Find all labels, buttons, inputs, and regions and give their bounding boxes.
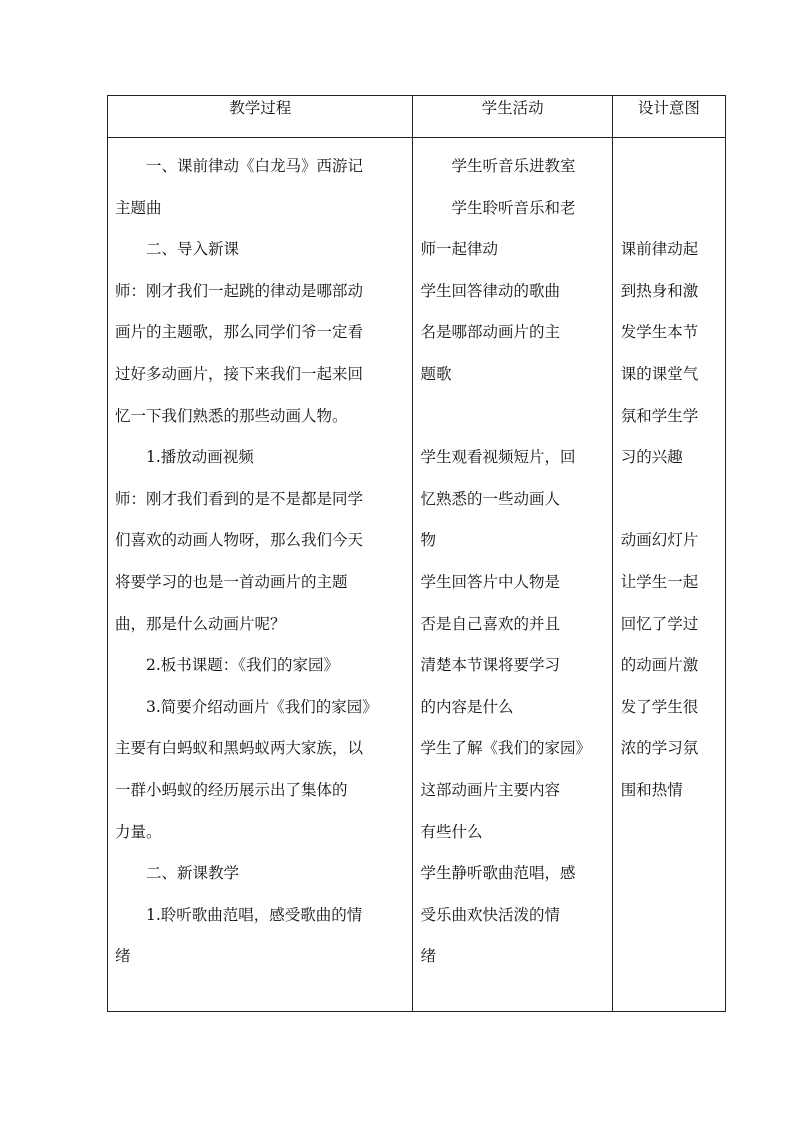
text-line: 让学生一起 [620, 572, 699, 591]
text-line: 学生回答片中人物是 [420, 572, 560, 591]
text-line [621, 146, 721, 188]
text-line: 画片的主题歌，那么同学们爷一定看 [115, 323, 364, 342]
text-line: 绪 [420, 947, 436, 966]
text-line: 有些什么 [420, 822, 483, 841]
text-line: 清楚本节课将要学习 [420, 656, 560, 675]
text-line: 二、新课教学 [146, 864, 240, 883]
text-line: 受乐曲欢快活泼的情 [420, 905, 560, 924]
text-line: 学生静听歌曲范唱，感 [420, 864, 576, 883]
text-line: 师：刚才我们看到的是不是都是同学 [115, 489, 364, 508]
table-body-row [108, 138, 726, 1012]
text-line: 浓的学习氛 [620, 739, 699, 758]
text-line: 3.简要介绍动画片《我们的家园》 [146, 697, 378, 716]
text-line: 学生回答律动的歌曲 [420, 281, 560, 300]
text-line: 师：刚才我们一起跳的律动是哪部动 [115, 281, 364, 300]
text-line: 动画幻灯片 [620, 531, 699, 550]
activity-cell [413, 138, 612, 1012]
text-line: 课的课堂气 [620, 364, 699, 383]
text-line: 们喜欢的动画人物呀，那么我们今天 [115, 531, 364, 550]
text-line [420, 396, 605, 438]
process-text [108, 138, 412, 978]
header-process: 教学过程 [108, 96, 413, 138]
text-line: 回忆了学过 [620, 614, 699, 633]
text-line [621, 188, 721, 230]
header-student-activity: 学生活动 [413, 96, 612, 138]
text-line: 否是自己喜欢的并且 [420, 614, 560, 633]
text-line: 忆一下我们熟悉的那些动画人物。 [115, 406, 348, 425]
text-line: 1.播放动画视频 [146, 448, 254, 467]
text-line: 学生聆听音乐和老 [451, 198, 576, 217]
table-header-row [108, 96, 726, 138]
process-cell [108, 138, 413, 1012]
text-line: 发了学生很 [620, 697, 699, 716]
intent-text [613, 138, 725, 812]
text-line: 物 [420, 531, 436, 550]
text-line: 的动画片激 [620, 656, 699, 675]
text-line: 发学生本节 [620, 323, 699, 342]
text-line: 学生了解《我们的家园》 [420, 739, 591, 758]
text-line: 氛和学生学 [620, 406, 699, 425]
text-line: 忆熟悉的一些动画人 [420, 489, 560, 508]
text-line: 将要学习的也是一首动画片的主题 [115, 572, 348, 591]
text-line: 的内容是什么 [420, 697, 514, 716]
text-line: 过好多动画片，接下来我们一起来回 [115, 364, 364, 383]
intent-cell [612, 138, 725, 1012]
text-line: 学生听音乐进教室 [451, 157, 576, 175]
text-line: 围和热情 [620, 780, 683, 799]
text-line: 二、导入新课 [146, 240, 240, 259]
text-line: 到热身和激 [620, 281, 699, 300]
text-line: 学生观看视频短片，回 [420, 448, 576, 467]
text-line: 主要有白蚂蚁和黑蚂蚁两大家族，以 [115, 739, 364, 758]
text-line: 绪 [115, 947, 131, 966]
text-line: 这部动画片主要内容 [420, 780, 560, 799]
text-line: 师一起律动 [420, 240, 498, 259]
text-line [621, 479, 721, 521]
text-line: 课前律动起 [620, 240, 699, 259]
text-line: 主题曲 [115, 198, 162, 217]
text-line: 题歌 [420, 364, 452, 383]
text-line: 习的兴趣 [620, 448, 683, 467]
text-line: 2.板书课题：《我们的家园》 [146, 656, 340, 675]
text-line: 1.聆听歌曲范唱，感受歌曲的情 [146, 905, 363, 924]
text-line: 名是哪部动画片的主 [420, 323, 560, 342]
header-design-intent: 设计意图 [612, 96, 725, 138]
text-line: 一群小蚂蚁的经历展示出了集体的 [115, 780, 348, 799]
activity-text [413, 138, 611, 978]
text-line: 曲，那是什么动画片呢？ [115, 614, 286, 633]
text-line: 一、课前律动《白龙马》西游记 [146, 157, 364, 175]
lesson-plan-table [107, 95, 726, 1012]
text-line: 力量。 [115, 822, 162, 841]
